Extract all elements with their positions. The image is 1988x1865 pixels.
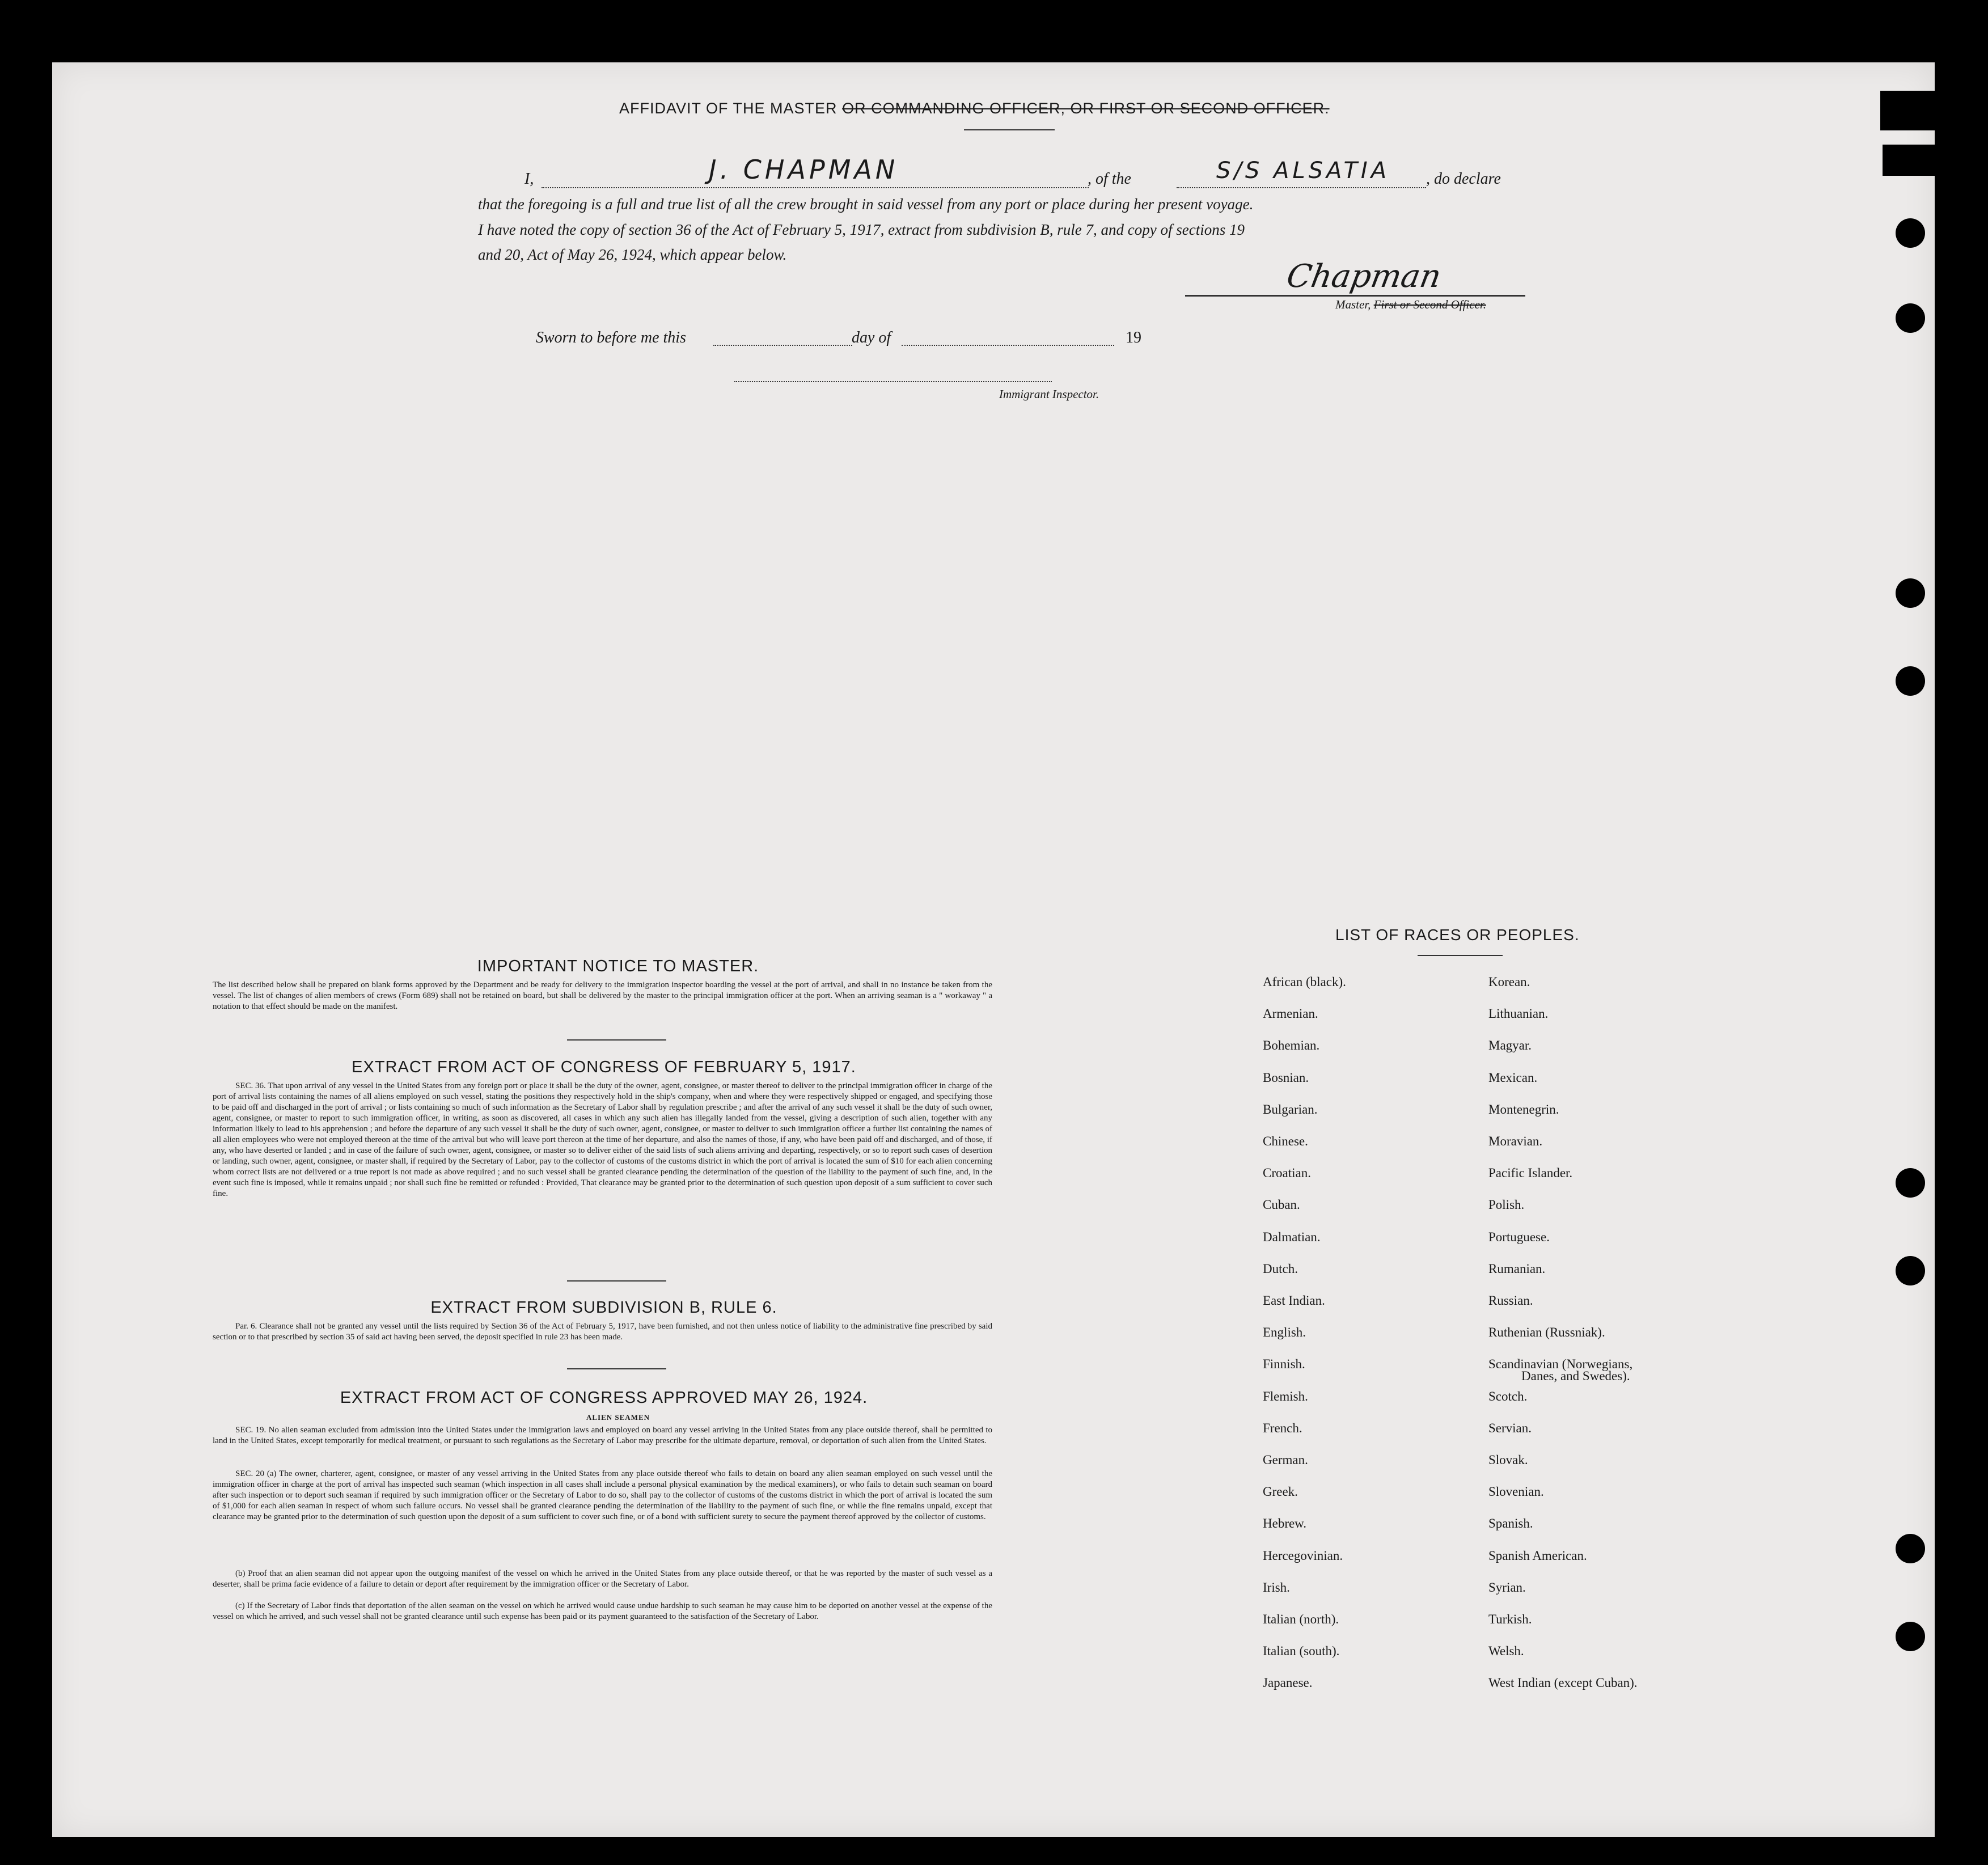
race-item: Magyar. [1488, 1038, 1532, 1053]
affidavit-i: I, [525, 170, 534, 188]
divider [567, 1039, 666, 1041]
race-item-continuation: Danes, and Swedes). [1521, 1369, 1630, 1383]
race-item: Mexican. [1488, 1070, 1538, 1085]
subdivision-text: Par. 6. Clearance shall not be granted any vessel until the lists required by Section 36 of the Act of February 5, 1917, have been furnished, and not then unless notice of liability to the administrative fine prescribed by said section or to that prescribed by section 35 of said act having been served, the deposit specified in rule 23 has been made. [213, 1322, 992, 1342]
sig-caption-plain: Master, [1335, 298, 1371, 311]
race-item: Dalmatian. [1263, 1229, 1321, 1244]
punch-hole [1896, 303, 1925, 333]
race-item: Polish. [1488, 1198, 1525, 1212]
race-item: West Indian (except Cuban). [1488, 1676, 1638, 1690]
extract-1917-heading: EXTRACT FROM ACT OF CONGRESS OF FEBRUARY 5, 1917. [352, 1058, 856, 1076]
vessel-blank [1177, 187, 1426, 188]
race-item: Moravian. [1488, 1134, 1543, 1148]
race-item: Spanish. [1488, 1516, 1533, 1531]
master-signature: Chapman [1284, 258, 1444, 295]
race-item: Scandinavian (Norwegians, [1488, 1357, 1633, 1372]
punch-hole [1896, 666, 1925, 696]
sworn-text: Sworn to before me this [536, 329, 686, 346]
sig-caption-struck: First or Second Officer. [1373, 298, 1486, 311]
notice-text: The list described below shall be prepared on blank forms approved by the Department and be ready for delivery to the immigration inspector boarding the vessel at the port of arrival, and shall in no instance be taken from the vessel. The list of changes of alien members of crews (Form 689) shall not be retained on board, but shall be delivered by the master to the principal immigration officer at the port. When an arriving seaman is a " workaway " a notation to that effect should be made on the manifest. [213, 980, 992, 1011]
sworn-month-blank [902, 345, 1114, 346]
punch-hole [1896, 1534, 1925, 1563]
race-item: Italian (north). [1263, 1612, 1339, 1626]
affidavit-title-struck: OR COMMANDING OFFICER, OR FIRST OR SECOND OFFICER. [842, 100, 1330, 117]
divider [567, 1280, 666, 1282]
do-declare-text: , do declare [1426, 170, 1501, 188]
master-name: J. CHAPMAN [709, 154, 899, 185]
race-item: Finnish. [1263, 1357, 1305, 1372]
race-item: Slovak. [1488, 1453, 1528, 1467]
race-item: Slovenian. [1488, 1485, 1544, 1499]
divider [567, 1368, 666, 1369]
punch-hole [1896, 578, 1925, 608]
race-item: Croatian. [1263, 1166, 1311, 1181]
sworn-day-blank [713, 345, 852, 346]
alien-seamen-subheading: ALIEN SEAMEN [586, 1413, 650, 1422]
race-item: Chinese. [1263, 1134, 1308, 1148]
race-item: Pacific Islander. [1488, 1166, 1573, 1181]
binder-tab-top [1880, 91, 1948, 130]
affidavit-title-plain: AFFIDAVIT OF THE MASTER [619, 100, 838, 117]
race-item: Montenegrin. [1488, 1102, 1559, 1117]
race-item: East Indian. [1263, 1293, 1325, 1308]
sec20a-text: SEC. 20 (a) The owner, charterer, agent, consignee, or master of any vessel arriving in the United States from any place outside thereof who fails to detain on board any alien seaman employed on such vessel until the immigration officer in charge at the port of arrival has inspected such seaman (which inspection in all cases shall include a personal physical examination by the medical examiners), or who fails to detain such seaman on board after such inspection or to deport such seaman if required by such immigration officer or the Secretary of Labor to do so, shall pay to the collector of customs of the customs district in which the port of arrival is located the sum of $1,000 for each alien seaman in respect of whom such failure occurs. No vessel shall be granted clearance pending the determination of the liability to the payment of such fine, or while the fine remains unpaid, except that clearance may be granted prior to the determination of such question upon the deposit of a sum sufficient to cover such fine, or of a bond with sufficient surety to secure the payment thereof approved by the collector of customs. [213, 1469, 992, 1521]
affidavit-body-line1: that the foregoing is a full and true list of all the crew brought in said vessel from any port or place during her present voyage. [478, 196, 1254, 213]
punch-hole [1896, 1256, 1925, 1285]
race-item: Armenian. [1263, 1006, 1318, 1021]
race-item: French. [1263, 1420, 1302, 1435]
binder-tab-mid [1883, 145, 1951, 176]
name-blank [542, 187, 1089, 188]
race-item: Greek. [1263, 1485, 1298, 1499]
race-item: Hercegovinian. [1263, 1548, 1343, 1563]
affidavit-body-line2: I have noted the copy of section 36 of the Act of February 5, 1917, extract from subdivision B, rule 7, and copy of sections 19 [478, 221, 1245, 238]
race-item: Russian. [1488, 1293, 1533, 1308]
race-item: Lithuanian. [1488, 1006, 1549, 1021]
race-item: Cuban. [1263, 1198, 1300, 1212]
inspector-caption: Immigrant Inspector. [999, 387, 1099, 401]
notice-heading: IMPORTANT NOTICE TO MASTER. [477, 957, 759, 975]
of-the-text: , of the [1088, 170, 1131, 188]
race-item: Turkish. [1488, 1612, 1532, 1626]
signature-caption [1335, 298, 1486, 312]
year-prefix: 19 [1126, 329, 1141, 346]
race-item: Flemish. [1263, 1389, 1308, 1403]
race-item: Bosnian. [1263, 1070, 1309, 1085]
title-underline [964, 129, 1055, 130]
vessel-name: S/S ALSATIA [1216, 158, 1390, 184]
race-item: Japanese. [1263, 1676, 1313, 1690]
punch-hole [1896, 1622, 1925, 1651]
affidavit-body-line3: and 20, Act of May 26, 1924, which appear below. [478, 246, 787, 263]
inspector-signature-line [734, 381, 1052, 382]
race-item: Syrian. [1488, 1580, 1526, 1595]
race-item: Korean. [1488, 975, 1530, 989]
race-item: Ruthenian (Russniak). [1488, 1325, 1605, 1340]
race-item: Spanish American. [1488, 1548, 1587, 1563]
race-item: Welsh. [1488, 1644, 1524, 1659]
sec20b-text: (b) Proof that an alien seaman did not appear upon the outgoing manifest of the vessel on which he arrived in the United States from any place outside thereof, or that he was reported by the master of such vessel as a deserter, shall be prima facie evidence of a failure to detain or deport after requirement by the immigration officer or the Secretary of Labor. [213, 1569, 992, 1589]
day-of-text: day of [852, 329, 891, 346]
race-item: Italian (south). [1263, 1644, 1340, 1659]
race-item: Scotch. [1488, 1389, 1528, 1403]
race-item: Bohemian. [1263, 1038, 1320, 1053]
race-item: Bulgarian. [1263, 1102, 1318, 1117]
extract-1924-heading: EXTRACT FROM ACT OF CONGRESS APPROVED MAY 26, 1924. [340, 1389, 868, 1407]
race-item: Rumanian. [1488, 1261, 1546, 1276]
race-item: African (black). [1263, 975, 1346, 989]
extract-1917-text: SEC. 36. That upon arrival of any vessel in the United States from any foreign port or place it shall be the duty of the owner, agent, consignee, or master thereof to deliver to the principal immigration officer in charge of the port of arrival lists containing the names of all aliens employed on such vessel, stating the positions they respectively hold in the ship's company, when and where they were respectively shipped or engaged, and specifying those to be paid off and discharged in the port of arrival ; or lists containing so much of such information as the Secretary of Labor shall by regulation prescribe ; and after the arrival of any such vessel it shall be the duty of such owner, agent, consignee, or master to report to such immigration officer, in writing, as soon as discovered, all cases in which any such alien has illegally landed from the vessel, giving a description of such alien, together with any information likely to lead to his apprehension ; and before the departure of any such vessel it shall be the duty of such owner, agent, consignee, or master to deliver to such immigration officer a further list containing the names of all alien employees who were not employed thereon at the time of the arrival but who will leave port thereon at the time of her departure, and also the names of those, if any, who have been paid off and discharged, and of those, if any, who have deserted or landed ; and in case of the failure of such owner, agent, consignee, or master so to deliver either of the said lists of such aliens arriving and departing, respectively, or so to report such cases of desertion or landing, such owner, agent, consignee, or master shall, if required by the Secretary of Labor, pay to the collector of customs of the customs district in which the port of arrival is located the sum of $10 for each alien concerning whom correct lists are not delivered or a true report is not made as above required ; and no such vessel shall be granted clearance pending the determination of the question of the liability to the payment of such fine, and, in the event such fine is imposed, while it remains unpaid ; nor shall such fine be remitted or refunded : Provided, That clearance may be granted prior to the determination of such question upon deposit of a sum sufficient to cover such fine. [213, 1081, 992, 1198]
race-item: Portuguese. [1488, 1229, 1550, 1244]
races-underline [1418, 955, 1503, 956]
subdivision-heading: EXTRACT FROM SUBDIVISION B, RULE 6. [430, 1299, 777, 1317]
races-heading: LIST OF RACES OR PEOPLES. [1335, 926, 1580, 944]
race-item: Hebrew. [1263, 1516, 1307, 1531]
race-item: Irish. [1263, 1580, 1290, 1595]
punch-hole [1896, 1168, 1925, 1198]
race-item: Dutch. [1263, 1261, 1298, 1276]
signature-line [1185, 295, 1525, 297]
affidavit-title [619, 100, 1330, 117]
sec20c-text: (c) If the Secretary of Labor finds that deportation of the alien seaman on the vessel on which he arrived would cause undue hardship to such seaman he may cause him to be deported on another vessel at the expense of the vessel on which he arrived, and such vessel shall not be granted clearance until such expense has been paid or its payment guaranteed to the satisfaction of the Secretary of Labor. [213, 1601, 992, 1621]
race-item: German. [1263, 1453, 1308, 1467]
race-item: English. [1263, 1325, 1306, 1340]
punch-hole [1896, 218, 1925, 248]
sec19-text: SEC. 19. No alien seaman excluded from admission into the United States under the immigration laws and employed on board any vessel arriving in the United States from any place outside thereof, shall be permitted to land in the United States, except temporarily for medical treatment, or pursuant to such regulations as the Secretary of Labor may prescribe for the ultimate departure, removal, or deportation of such alien from the United States. [213, 1426, 992, 1445]
race-item: Servian. [1488, 1420, 1532, 1435]
